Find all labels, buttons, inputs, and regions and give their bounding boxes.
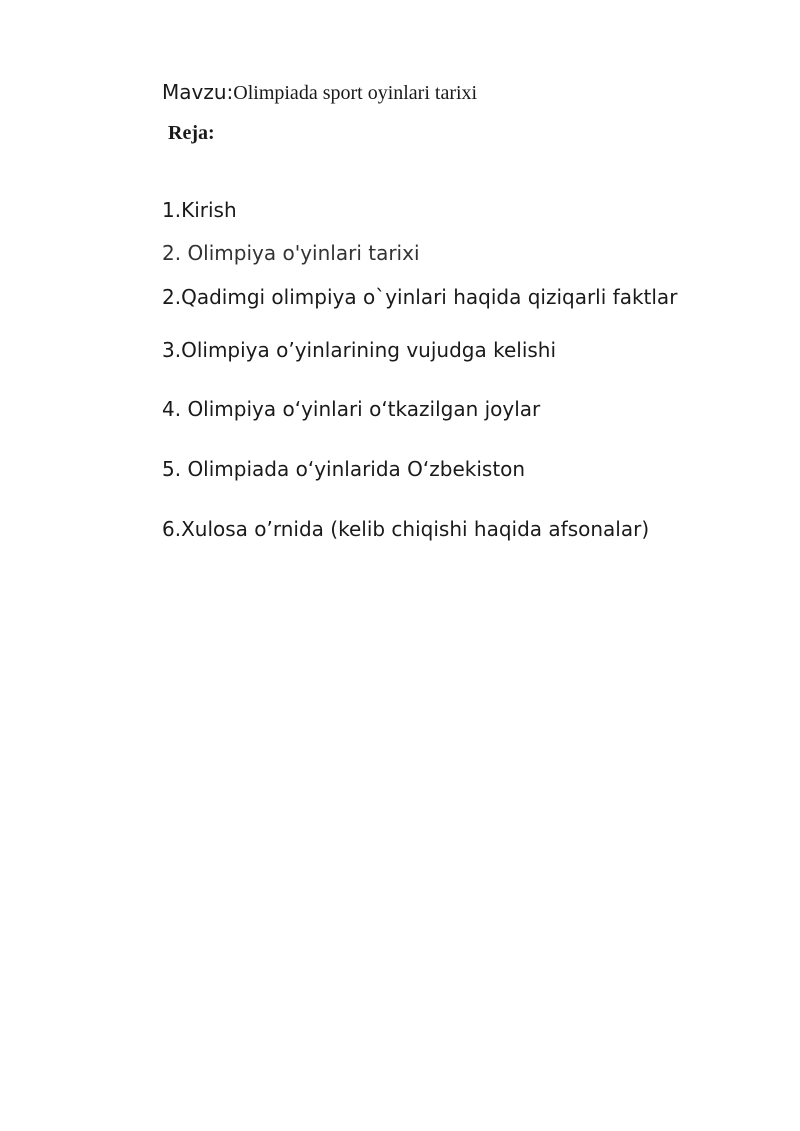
topic-title: Olimpiada sport oyinlari tarixi [233, 82, 478, 104]
plan-item: 2.Qadimgi olimpiya o`yinlari haqida qiziqarli faktlar [162, 285, 678, 309]
plan-item: 6.Xulosa o’rnida (kelib chiqishi haqida afsonalar) [162, 517, 650, 541]
plan-heading: Reja: [168, 122, 215, 144]
plan-item: 5. Olimpiada o‘yinlarida O‘zbekiston [162, 457, 526, 481]
plan-item: 3.Olimpiya o’yinlarining vujudga kelishi [162, 338, 557, 362]
plan-item: 1.Kirish [162, 198, 237, 222]
plan-item: 2. Olimpiya o'yinlari tarixi [162, 241, 420, 265]
topic-line [162, 80, 477, 105]
topic-label: Mavzu: [162, 80, 234, 104]
plan-item: 4. Olimpiya o‘yinlari o‘tkazilgan joylar [162, 397, 541, 421]
